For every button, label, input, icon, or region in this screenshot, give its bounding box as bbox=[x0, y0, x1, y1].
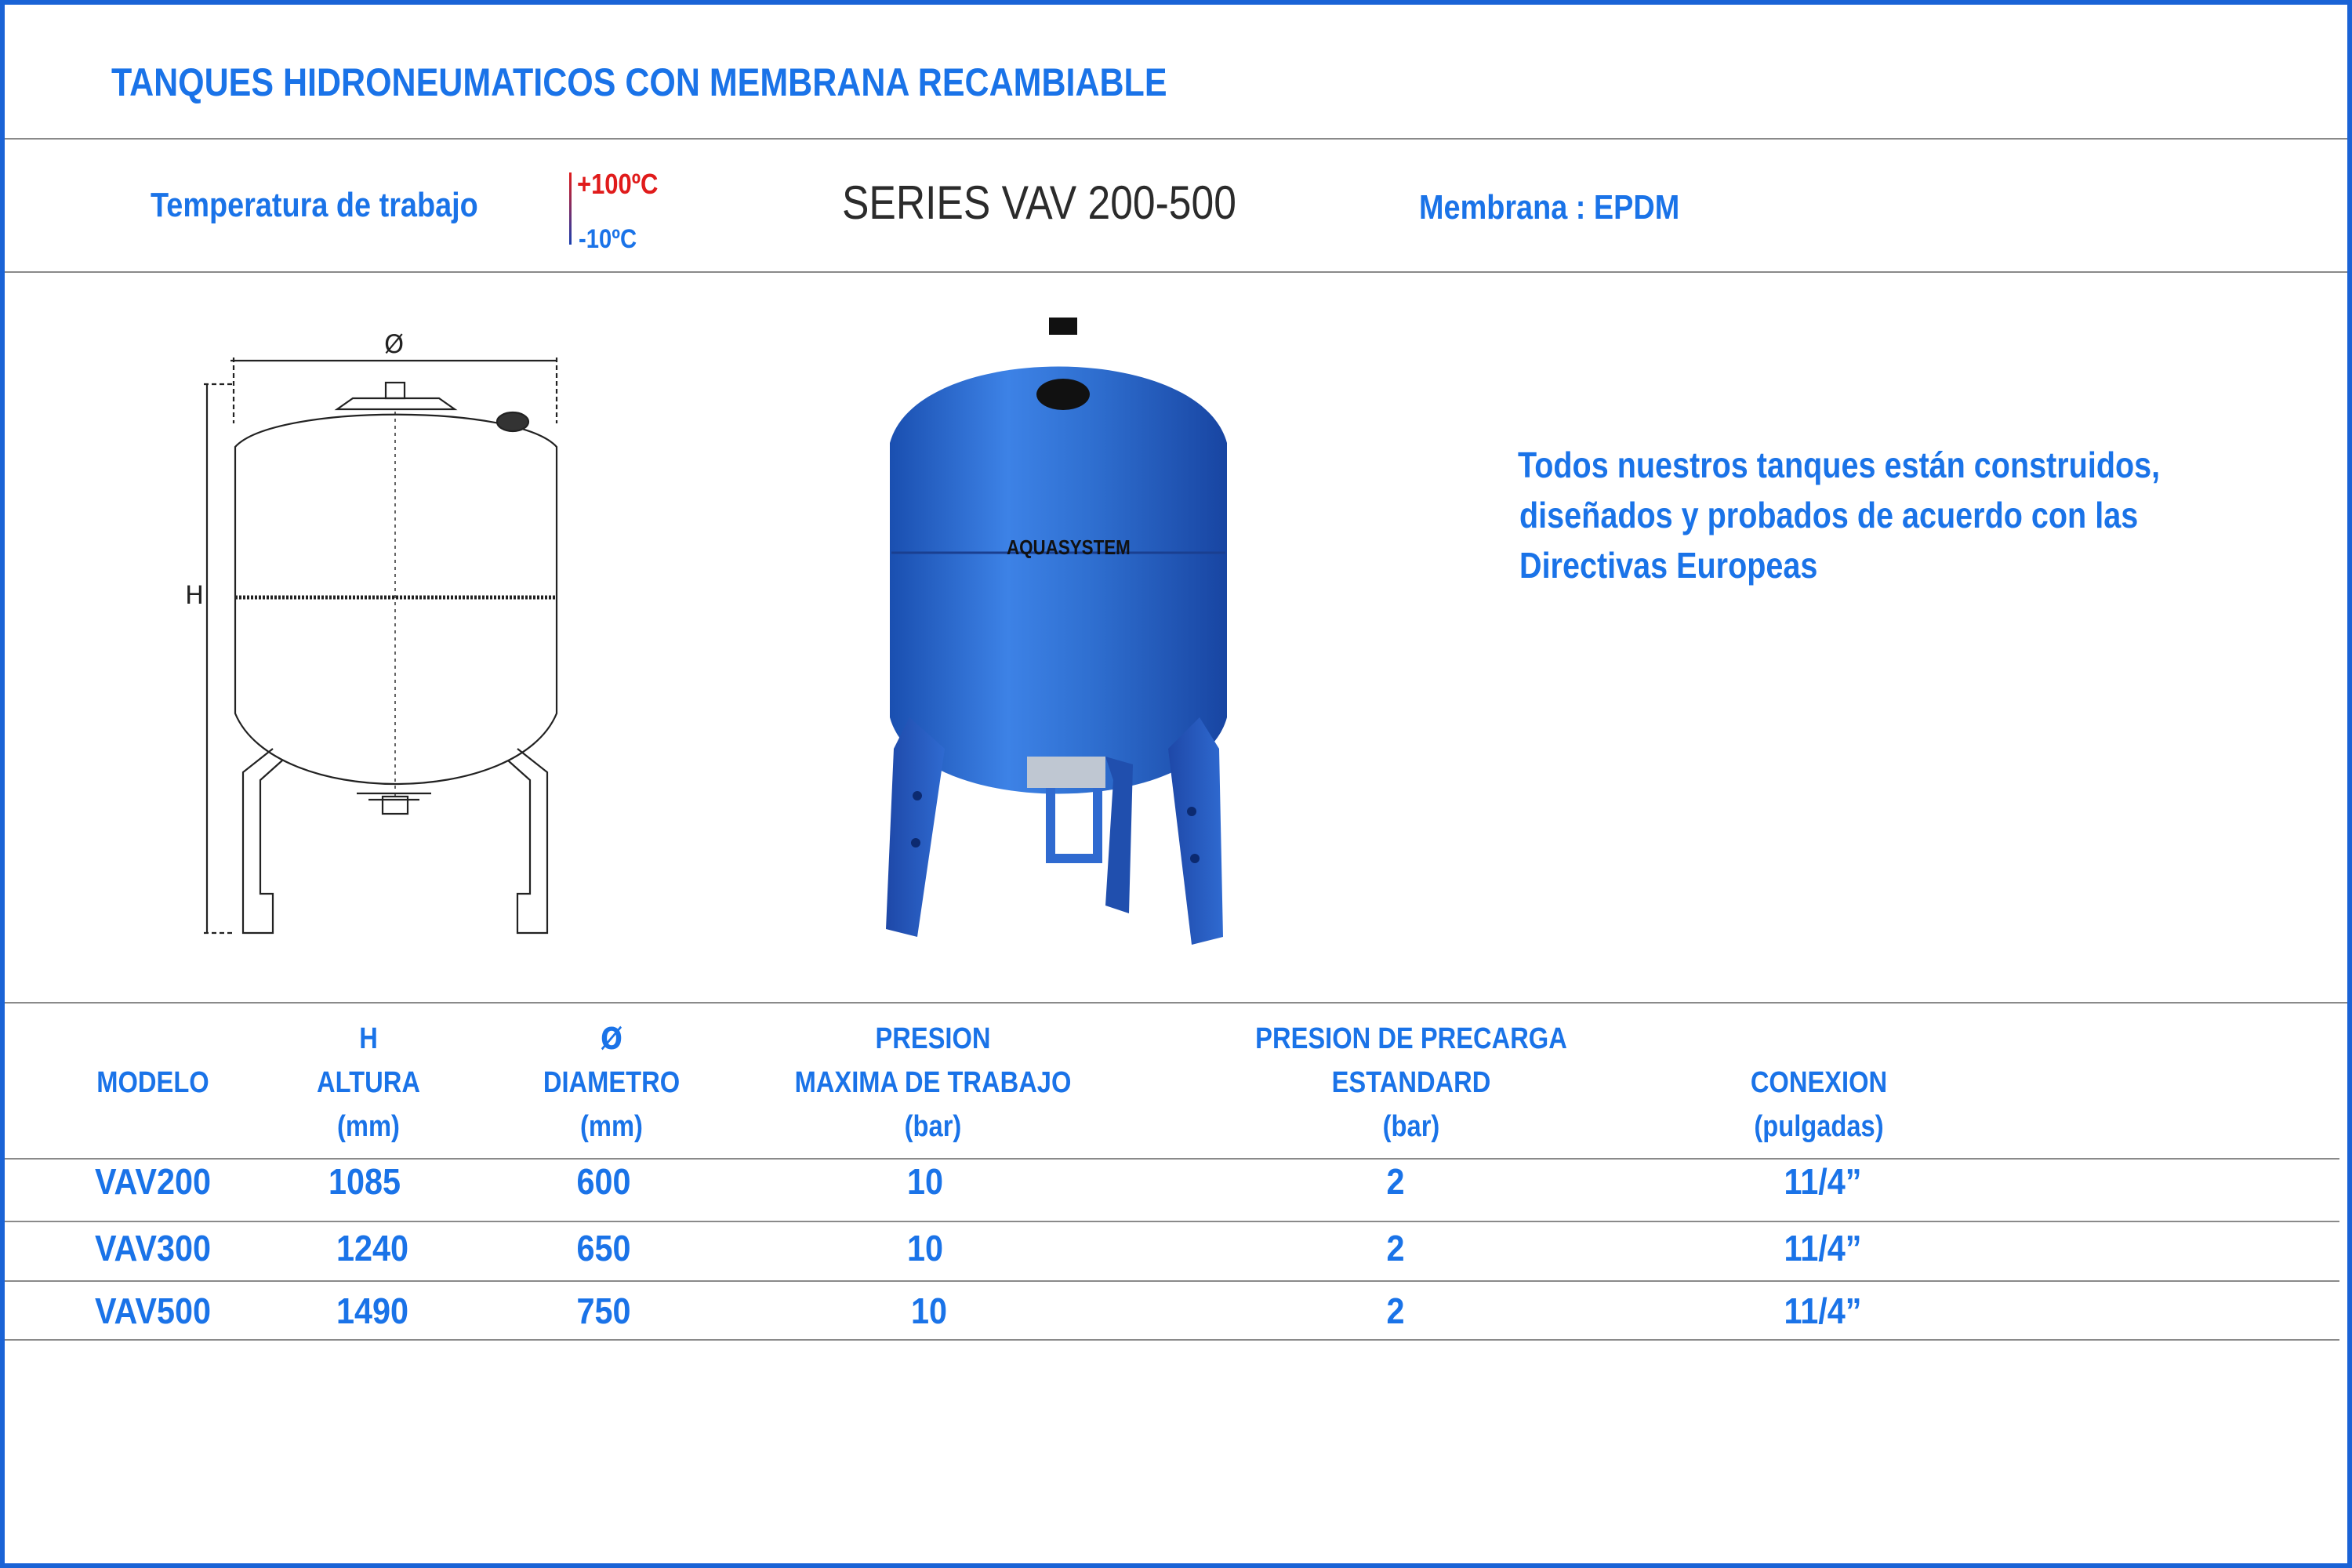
cell-conexion: 11/4” bbox=[1784, 1290, 1862, 1331]
header-altura: H ALTURA (mm) bbox=[317, 1022, 420, 1143]
divider bbox=[5, 1158, 2339, 1160]
header-conexion: CONEXION (pulgadas) bbox=[1750, 1066, 1888, 1143]
divider bbox=[5, 1280, 2339, 1282]
cell-diametro: 650 bbox=[576, 1228, 631, 1269]
divider bbox=[5, 1221, 2339, 1222]
header-modelo: MODELO bbox=[96, 1066, 209, 1099]
cell-modelo: VAV200 bbox=[94, 1161, 212, 1202]
cell-altura: 1085 bbox=[328, 1161, 401, 1202]
membrane-label: Membrana : EPDM bbox=[1419, 188, 1680, 227]
cell-diametro: 600 bbox=[576, 1161, 631, 1202]
cell-presion: 10 bbox=[906, 1228, 944, 1269]
cell-altura: 1240 bbox=[336, 1228, 409, 1269]
temperature-min: -10ºC bbox=[579, 224, 637, 254]
header-diametro: Ø DIAMETRO (mm) bbox=[543, 1022, 681, 1143]
height-symbol: H bbox=[185, 580, 205, 610]
cell-modelo: VAV300 bbox=[94, 1228, 212, 1269]
tank-technical-drawing bbox=[180, 321, 588, 949]
cell-modelo: VAV500 bbox=[94, 1290, 212, 1331]
cell-precarga: 2 bbox=[1386, 1290, 1405, 1331]
description-line: Directivas Europeas bbox=[1519, 545, 1818, 586]
temperature-label: Temperatura de trabajo bbox=[151, 186, 478, 224]
temperature-max: +100ºC bbox=[577, 168, 659, 200]
divider bbox=[5, 138, 2347, 140]
cell-presion: 10 bbox=[910, 1290, 948, 1331]
cell-precarga: 2 bbox=[1386, 1161, 1405, 1202]
divider bbox=[5, 1002, 2347, 1004]
header-precarga: PRESION DE PRECARGA ESTANDARD (bar) bbox=[1255, 1022, 1567, 1143]
temperature-scale-bar bbox=[569, 172, 572, 245]
cell-diametro: 750 bbox=[576, 1290, 631, 1331]
series-name: SERIES VAV 200-500 bbox=[842, 176, 1236, 229]
cell-presion: 10 bbox=[906, 1161, 944, 1202]
description-line: Todos nuestros tanques están construidos, bbox=[1518, 445, 2161, 485]
divider bbox=[5, 1339, 2339, 1341]
description-line: diseñados y probados de acuerdo con las bbox=[1519, 495, 2139, 535]
cell-precarga: 2 bbox=[1386, 1228, 1405, 1269]
divider bbox=[5, 271, 2347, 273]
tank-illustration bbox=[870, 310, 1247, 953]
cell-conexion: 11/4” bbox=[1784, 1228, 1862, 1269]
diameter-symbol: Ø bbox=[384, 329, 405, 359]
header-presion: PRESION MAXIMA DE TRABAJO (bar) bbox=[794, 1022, 1072, 1143]
brand-logo: AQUASYSTEM bbox=[1007, 535, 1131, 559]
page-title: TANQUES HIDRONEUMATICOS CON MEMBRANA RECAMBIABLE bbox=[111, 60, 1167, 104]
cell-conexion: 11/4” bbox=[1784, 1161, 1862, 1202]
cell-altura: 1490 bbox=[336, 1290, 409, 1331]
